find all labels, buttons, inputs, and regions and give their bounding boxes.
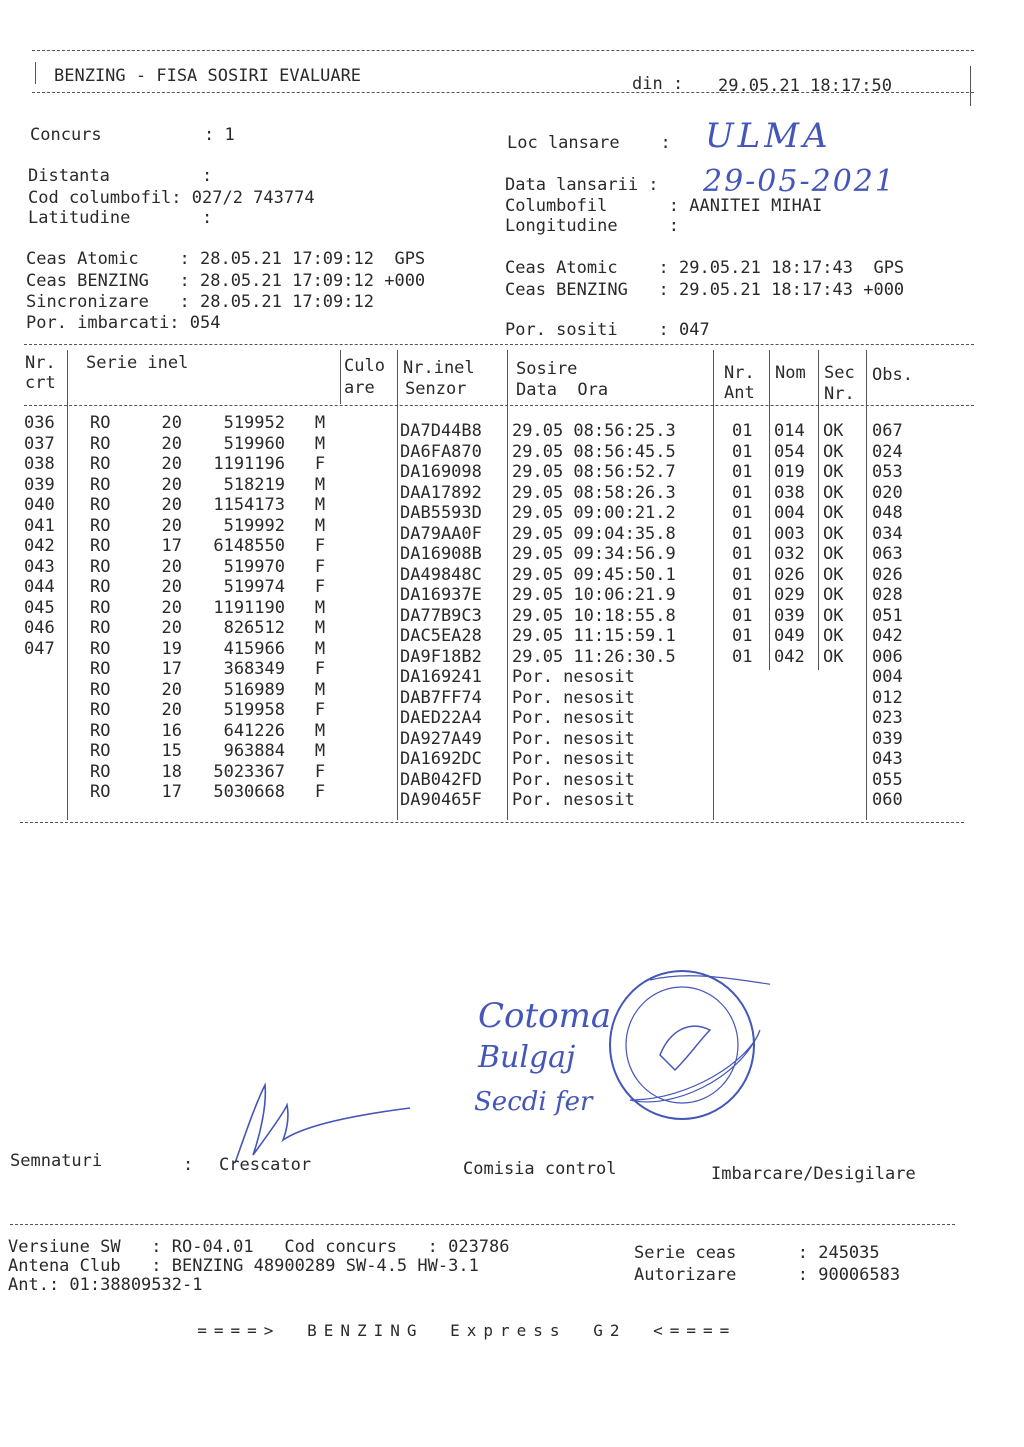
ceas-benzing-start: Ceas BENZING : 28.05.21 17:09:12 +000 xyxy=(26,271,426,291)
cell-ant: 01 xyxy=(732,482,753,503)
cell-an: 17 xyxy=(161,782,182,802)
ant-line: Ant.: 01:38809532-1 xyxy=(8,1275,203,1295)
cell-senzor: DAB7FF74 xyxy=(400,687,482,708)
cell-senzor: DA9F18B2 xyxy=(400,646,482,667)
cell-sex: M xyxy=(314,495,326,515)
cell-tara: RO xyxy=(90,577,111,597)
cell-crt: 039 xyxy=(24,474,55,495)
cell-inel: 368349 xyxy=(223,659,285,679)
cell-an: 18 xyxy=(161,761,182,782)
cell-tara: RO xyxy=(90,413,111,433)
cell-nom: 003 xyxy=(774,523,805,544)
cell-obs: 063 xyxy=(872,544,903,564)
cell-inel: 1191196 xyxy=(213,454,285,474)
cell-sec: OK xyxy=(823,585,844,605)
imbarcare-label: Imbarcare/Desigilare xyxy=(711,1164,916,1184)
cell-sosire: 29.05 08:56:52.7 xyxy=(512,462,676,482)
cell-crt: 040 xyxy=(24,495,55,515)
cell-obs: 034 xyxy=(872,523,903,544)
commission-signature-1: Cotoma xyxy=(478,996,612,1036)
brand-text: ====> BENZING Express G2 <==== xyxy=(197,1321,737,1340)
cell-tara: RO xyxy=(90,536,111,556)
cell-an: 20 xyxy=(161,433,182,454)
cell-sex: M xyxy=(314,741,326,761)
cell-an: 17 xyxy=(161,536,182,556)
cell-obs: 051 xyxy=(872,605,903,626)
header-culoare-2: are xyxy=(344,378,375,398)
signatures-label: Semnaturi xyxy=(10,1151,103,1171)
cell-tara: RO xyxy=(90,597,111,618)
cell-obs: 028 xyxy=(872,585,903,605)
cell-inel: 1191190 xyxy=(213,597,285,618)
print-date-label: din : xyxy=(632,74,684,94)
cell-obs: 048 xyxy=(872,503,903,523)
cell-senzor: DA7D44B8 xyxy=(400,421,482,441)
cell-ant: 01 xyxy=(732,441,753,462)
cell-crt: 047 xyxy=(24,638,55,659)
cell-ant: 01 xyxy=(732,646,753,667)
cell-inel: 519974 xyxy=(223,577,285,597)
cell-obs: 020 xyxy=(872,482,903,503)
cell-sosire: Por. nesosit xyxy=(512,728,635,749)
cell-sec: OK xyxy=(823,523,844,544)
concurs-line: Concurs : 1 xyxy=(30,125,235,145)
header-left-edge xyxy=(35,62,36,84)
cell-tara: RO xyxy=(90,700,111,720)
ceas-benzing-end: Ceas BENZING : 29.05.21 18:17:43 +000 xyxy=(505,280,905,300)
cell-senzor: DA90465F xyxy=(400,790,482,810)
cell-tara: RO xyxy=(90,659,111,679)
cell-ant: 01 xyxy=(732,564,753,585)
crescator-label: Crescator xyxy=(219,1155,312,1175)
longitudine-line: Longitudine : xyxy=(505,216,679,236)
cod-columbofil-line: Cod columbofil: 027/2 743774 xyxy=(28,188,315,208)
cell-an: 20 xyxy=(161,597,182,618)
cell-sex: M xyxy=(314,515,326,536)
cell-crt: 044 xyxy=(24,577,55,597)
table-header-line xyxy=(24,405,974,406)
cell-nom: 042 xyxy=(774,646,805,667)
latitudine-line: Latitudine : xyxy=(28,208,213,228)
cell-sex: F xyxy=(314,577,326,597)
cell-crt: 046 xyxy=(24,618,55,638)
cell-tara: RO xyxy=(90,782,111,802)
benzing-express-brand xyxy=(178,1301,736,1341)
cell-sosire: 29.05 09:04:35.8 xyxy=(512,523,676,544)
cell-crt: 037 xyxy=(24,433,55,454)
cell-obs: 060 xyxy=(872,790,903,810)
cell-sosire: Por. nesosit xyxy=(512,769,635,790)
cell-ant: 01 xyxy=(732,421,753,441)
cell-senzor: DAED22A4 xyxy=(400,708,482,728)
cell-sec: OK xyxy=(823,503,844,523)
header-sec-nr: Nr. xyxy=(824,384,855,404)
cell-crt: 041 xyxy=(24,515,55,536)
cell-an: 15 xyxy=(161,741,182,761)
cell-an: 20 xyxy=(161,556,182,577)
cell-tara: RO xyxy=(90,720,111,741)
commission-signature-2: Bulgaj xyxy=(478,1040,576,1075)
cell-sosire: Por. nesosit xyxy=(512,790,635,810)
cell-senzor: DA49848C xyxy=(400,564,482,585)
cell-ant: 01 xyxy=(732,626,753,646)
cell-ant: 01 xyxy=(732,585,753,605)
cell-obs: 043 xyxy=(872,749,903,769)
cell-sosire: 29.05 08:56:45.5 xyxy=(512,441,676,462)
cell-sec: OK xyxy=(823,646,844,667)
header-nom: Nom xyxy=(775,363,806,383)
cell-sec: OK xyxy=(823,441,844,462)
cell-sosire: 29.05 09:34:56.9 xyxy=(512,544,676,564)
distanta-line: Distanta : xyxy=(28,166,213,186)
cell-inel: 519992 xyxy=(223,515,285,536)
footer-top-line xyxy=(10,1224,955,1225)
cell-an: 16 xyxy=(161,720,182,741)
cell-senzor: DAB5593D xyxy=(400,503,482,523)
cell-sec: OK xyxy=(823,462,844,482)
header-data-ora: Data Ora xyxy=(516,380,609,400)
header-nr-crt: Nr. xyxy=(25,353,56,373)
cell-inel: 519958 xyxy=(223,700,285,720)
cell-nom: 019 xyxy=(774,462,805,482)
cell-inel: 519952 xyxy=(223,413,285,433)
cell-sec: OK xyxy=(823,564,844,585)
cell-crt: 036 xyxy=(24,413,55,433)
cell-nom: 049 xyxy=(774,626,805,646)
cell-nom: 054 xyxy=(774,441,805,462)
cell-sex: M xyxy=(314,474,326,495)
cell-inel: 5030668 xyxy=(213,782,285,802)
cell-sex: F xyxy=(314,454,326,474)
cell-sex: M xyxy=(314,618,326,638)
cell-tara: RO xyxy=(90,741,111,761)
cell-ant: 01 xyxy=(732,605,753,626)
cell-sex: F xyxy=(314,556,326,577)
cell-senzor: DA169098 xyxy=(400,462,482,482)
signatures-colon: : xyxy=(183,1155,194,1175)
cell-senzor: DAC5EA28 xyxy=(400,626,482,646)
cell-ant: 01 xyxy=(732,503,753,523)
cell-tara: RO xyxy=(90,474,111,495)
cell-sex: M xyxy=(314,679,326,700)
cell-tara: RO xyxy=(90,638,111,659)
cell-senzor: DA16937E xyxy=(400,585,482,605)
cell-inel: 518219 xyxy=(223,474,285,495)
header-sosire: Sosire xyxy=(516,359,578,379)
table-bottom-line xyxy=(20,822,964,823)
cell-obs: 055 xyxy=(872,769,903,790)
cell-sex: M xyxy=(314,638,326,659)
cell-sosire: 29.05 08:56:25.3 xyxy=(512,421,676,441)
cell-crt: 043 xyxy=(24,556,55,577)
cell-sec: OK xyxy=(823,421,844,441)
cell-ant: 01 xyxy=(732,544,753,564)
cell-obs: 006 xyxy=(872,646,903,667)
columbofil-line: Columbofil : AANITEI MIHAI xyxy=(505,196,823,216)
cell-tara: RO xyxy=(90,454,111,474)
cell-crt: 042 xyxy=(24,536,55,556)
cell-sosire: 29.05 10:18:55.8 xyxy=(512,605,676,626)
cell-sec: OK xyxy=(823,605,844,626)
data-lansarii-handwritten: 29-05-2021 xyxy=(703,164,896,199)
cell-an: 20 xyxy=(161,413,182,433)
cell-sosire: Por. nesosit xyxy=(512,749,635,769)
cell-an: 17 xyxy=(161,659,182,679)
cell-ant: 01 xyxy=(732,523,753,544)
cell-inel: 1154173 xyxy=(213,495,285,515)
cell-senzor: DA16908B xyxy=(400,544,482,564)
cell-tara: RO xyxy=(90,495,111,515)
header-right-edge xyxy=(970,66,971,106)
cell-senzor: DA927A49 xyxy=(400,728,482,749)
ceas-atomic-end: Ceas Atomic : 29.05.21 18:17:43 GPS xyxy=(505,258,905,278)
cell-nom: 014 xyxy=(774,421,805,441)
cell-nom: 029 xyxy=(774,585,805,605)
cell-tara: RO xyxy=(90,618,111,638)
ceas-atomic-start: Ceas Atomic : 28.05.21 17:09:12 GPS xyxy=(26,249,426,269)
cell-sex: M xyxy=(314,720,326,741)
cell-crt: 038 xyxy=(24,454,55,474)
cell-obs: 004 xyxy=(872,667,903,687)
cell-obs: 053 xyxy=(872,462,903,482)
header-top-line xyxy=(32,50,974,51)
commission-signature-3: Secdi fer xyxy=(474,1087,593,1117)
cell-nom: 032 xyxy=(774,544,805,564)
header-nr-inel: Nr.inel xyxy=(403,358,475,378)
table-top-line xyxy=(24,344,974,345)
cell-nom: 004 xyxy=(774,503,805,523)
cell-inel: 519970 xyxy=(223,556,285,577)
cell-obs: 042 xyxy=(872,626,903,646)
cell-an: 20 xyxy=(161,577,182,597)
cell-sex: F xyxy=(314,700,326,720)
autorizare-line: Autorizare : 90006583 xyxy=(634,1265,901,1285)
cell-an: 20 xyxy=(161,474,182,495)
cell-inel: 519960 xyxy=(223,433,285,454)
cell-nom: 026 xyxy=(774,564,805,585)
cell-inel: 6148550 xyxy=(213,536,285,556)
cell-sex: F xyxy=(314,761,326,782)
versiune-line: Versiune SW : RO-04.01 Cod concurs : 023786 xyxy=(8,1237,510,1257)
antena-line: Antena Club : BENZING 48900289 SW-4.5 HW-3.1 xyxy=(8,1256,479,1276)
loc-lansare-label: Loc lansare : xyxy=(507,133,671,153)
cell-sosire: Por. nesosit xyxy=(512,687,635,708)
por-sositi-line: Por. sositi : 047 xyxy=(505,320,710,340)
comisia-control-label: Comisia control xyxy=(463,1159,617,1179)
cell-inel: 826512 xyxy=(223,618,285,638)
sincronizare-line: Sincronizare : 28.05.21 17:09:12 xyxy=(26,292,374,312)
cell-sex: M xyxy=(314,433,326,454)
cell-tara: RO xyxy=(90,433,111,454)
header-serie-inel: Serie inel xyxy=(86,353,189,373)
cell-sosire: Por. nesosit xyxy=(512,667,635,687)
cell-sosire: 29.05 11:15:59.1 xyxy=(512,626,676,646)
cell-sosire: 29.05 11:26:30.5 xyxy=(512,646,676,667)
print-date-value: 29.05.21 18:17:50 xyxy=(718,76,892,96)
cell-an: 20 xyxy=(161,700,182,720)
header-nr-ant: Nr. xyxy=(724,363,755,383)
cell-obs: 012 xyxy=(872,687,903,708)
serie-ceas-line: Serie ceas : 245035 xyxy=(634,1243,880,1263)
cell-senzor: DA1692DC xyxy=(400,749,482,769)
document-title: BENZING - FISA SOSIRI EVALUARE xyxy=(54,66,362,86)
data-lansarii-label: Data lansarii : xyxy=(505,175,659,195)
cell-sosire: 29.05 10:06:21.9 xyxy=(512,585,676,605)
header-nr-crt-2: crt xyxy=(25,373,56,393)
cell-an: 20 xyxy=(161,618,182,638)
cell-sec: OK xyxy=(823,544,844,564)
cell-an: 20 xyxy=(161,515,182,536)
cell-crt: 045 xyxy=(24,597,55,618)
cell-senzor: DA77B9C3 xyxy=(400,605,482,626)
cell-obs: 026 xyxy=(872,564,903,585)
cell-sex: M xyxy=(314,597,326,618)
commission-stamp xyxy=(590,960,770,1140)
header-sec: Sec xyxy=(824,363,855,383)
cell-nom: 038 xyxy=(774,482,805,503)
cell-tara: RO xyxy=(90,679,111,700)
cell-senzor: DAA17892 xyxy=(400,482,482,503)
cell-sosire: Por. nesosit xyxy=(512,708,635,728)
cell-sec: OK xyxy=(823,626,844,646)
cell-obs: 067 xyxy=(872,421,903,441)
cell-senzor: DA6FA870 xyxy=(400,441,482,462)
cell-an: 20 xyxy=(161,679,182,700)
header-obs: Obs. xyxy=(872,365,913,385)
cell-sex: F xyxy=(314,659,326,679)
header-senzor: Senzor xyxy=(405,379,467,399)
cell-sosire: 29.05 09:00:21.2 xyxy=(512,503,676,523)
cell-sex: F xyxy=(314,536,326,556)
cell-obs: 024 xyxy=(872,441,903,462)
cell-tara: RO xyxy=(90,761,111,782)
cell-inel: 5023367 xyxy=(213,761,285,782)
cell-ant: 01 xyxy=(732,462,753,482)
cell-senzor: DA79AA0F xyxy=(400,523,482,544)
cell-an: 19 xyxy=(161,638,182,659)
cell-senzor: DA169241 xyxy=(400,667,482,687)
cell-obs: 023 xyxy=(872,708,903,728)
cell-an: 20 xyxy=(161,454,182,474)
cell-tara: RO xyxy=(90,515,111,536)
cell-sex: M xyxy=(314,413,326,433)
cell-sosire: 29.05 09:45:50.1 xyxy=(512,564,676,585)
cell-sosire: 29.05 08:58:26.3 xyxy=(512,482,676,503)
cell-sec: OK xyxy=(823,482,844,503)
cell-inel: 641226 xyxy=(223,720,285,741)
cell-inel: 516989 xyxy=(223,679,285,700)
cell-an: 20 xyxy=(161,495,182,515)
cell-senzor: DAB042FD xyxy=(400,769,482,790)
header-culoare: Culo xyxy=(344,356,385,376)
cell-inel: 963884 xyxy=(223,741,285,761)
cell-obs: 039 xyxy=(872,728,903,749)
cell-nom: 039 xyxy=(774,605,805,626)
header-ant: Ant xyxy=(724,383,755,403)
cell-sex: F xyxy=(314,782,326,802)
cell-inel: 415966 xyxy=(223,638,285,659)
por-imbarcati-line: Por. imbarcati: 054 xyxy=(26,313,221,333)
cell-tara: RO xyxy=(90,556,111,577)
loc-lansare-handwritten: ULMA xyxy=(705,116,832,156)
